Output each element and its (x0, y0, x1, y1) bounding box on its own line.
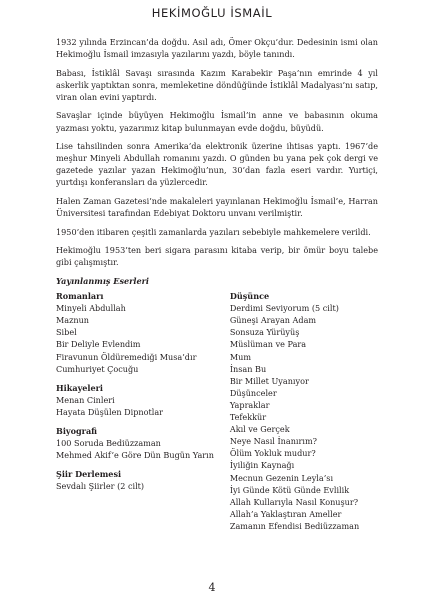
paragraph-1: 1932 yılında Erzincan’da doğdu. Asıl adı, Ömer Okçu’dur. Dedesinin ismi olan Hekimoğlu İsmail imzasıyla yazılarını yazdı, böyle tanındı. (56, 37, 378, 60)
works-section (56, 275, 378, 532)
work-item: Akıl ve Gerçek (229, 424, 290, 435)
work-item: Derdimi Seviyorum (5 cilt) (229, 303, 339, 314)
work-item: Cumhuriyet Çocuğu (56, 363, 139, 374)
work-item: Ölüm Yokluk mudur? (229, 448, 316, 459)
running-header: HEKİMOĞLU İSMAİL (151, 6, 273, 20)
works-heading: Biyografi (56, 426, 98, 437)
works-left-column (56, 288, 230, 532)
work-item: İyi Günde Kötü Günde Evlilik (229, 484, 350, 495)
work-item: Bir Millet Uyanıyor (229, 375, 309, 386)
paragraph-3: Savaşlar içinde büyüyen Hekimoğlu İsmail’in anne ve babasının okuma yazması yoktu, yazarımız kitap bulunmayan evde doğdu, büyüdü. (56, 110, 378, 133)
works-columns (56, 288, 378, 532)
work-item: Tefekkür (229, 412, 267, 423)
paragraph-4: Lise tahsilinden sonra Amerika’da elektronik üzerine ihtisas yaptı. 1967’de meşhur Minyeli Abdullah romanını yazdı. O günden bu yana pek çok dergi ve gazetede yazılar yazan Hekimoğlu’nun, 30’dan fazla eseri vardır. Yurtiçi, yurtdışı konferansları da yüzlercedir. (56, 141, 378, 188)
work-item: Güneşi Arayan Adam (229, 315, 317, 326)
works-heading: Şiir Derlemesi (56, 469, 122, 480)
page-body (56, 36, 378, 532)
work-item: Sonsuza Yürüyüş (229, 327, 300, 338)
work-item: Müslüman ve Para (229, 339, 307, 350)
work-item: Maznun (56, 315, 90, 326)
work-item: Mum (229, 351, 252, 362)
works-title: Yayınlanmış Eserleri (56, 276, 149, 286)
paragraph-5: Halen Zaman Gazetesi’nde makaleleri yayınlanan Hekimoğlu İsmail’e, Harran Üniversitesi tarafından Edebiyat Doktoru unvanı verilmiştir. (56, 196, 378, 219)
work-item: Firavunun Öldüremediği Musa’dır (56, 351, 197, 362)
works-heading: Hikayeleri (56, 382, 103, 393)
work-item: Minyeli Abdullah (56, 303, 126, 314)
work-item: Sevdalı Şiirler (2 cilt) (56, 481, 145, 492)
work-item: Mehmed Akif’e Göre Dün Bugün Yarın (56, 450, 214, 461)
works-heading: Düşünce (229, 291, 270, 302)
works-heading: Romanları (56, 291, 104, 302)
work-item: Düşünceler (229, 387, 277, 398)
paragraph-6: 1950’den itibaren çeşitli zamanlarda yazıları sebebiyle mahkemelere verildi. (56, 226, 371, 237)
work-item: Hayata Düşülen Dipnotlar (56, 406, 164, 417)
work-item: Allah’a Yaklaştıran Ameller (229, 508, 342, 519)
work-item: Allah Kullarıyla Nasıl Konuşur? (229, 496, 359, 507)
work-item: 100 Soruda Bediüzzaman (56, 438, 161, 449)
works-right-column (230, 288, 378, 532)
work-item: Sibel (56, 327, 77, 338)
work-item: Zamanın Efendisi Bediüzzaman (229, 520, 360, 531)
work-item: Mecnun Gezenin Leyla’sı (229, 472, 334, 483)
work-item: İnsan Bu (229, 363, 267, 374)
work-item: Yapraklar (229, 399, 270, 410)
work-item: İyiliğin Kaynağı (229, 460, 295, 471)
work-item: Bir Deliyle Evlendim (56, 339, 141, 350)
work-item: Neye Nasıl İnanırım? (229, 436, 317, 447)
work-item: Menan Cinleri (56, 394, 115, 405)
paragraph-2: Babası, İstiklâl Savaşı sırasında Kazım Karabekir Paşa’nın emrinde 4 yıl askerlik yaptıktan sonra, memleketine döndüğünde İstiklâl Madalyası’nı satıp, viran olan evini yaptırdı. (56, 67, 378, 102)
page-number: 4 (208, 581, 216, 594)
paragraph-7: Hekimoğlu 1953’ten beri sigara parasını kitaba verip, bir ömür boyu talebe gibi çalışmıştır. (56, 245, 378, 268)
